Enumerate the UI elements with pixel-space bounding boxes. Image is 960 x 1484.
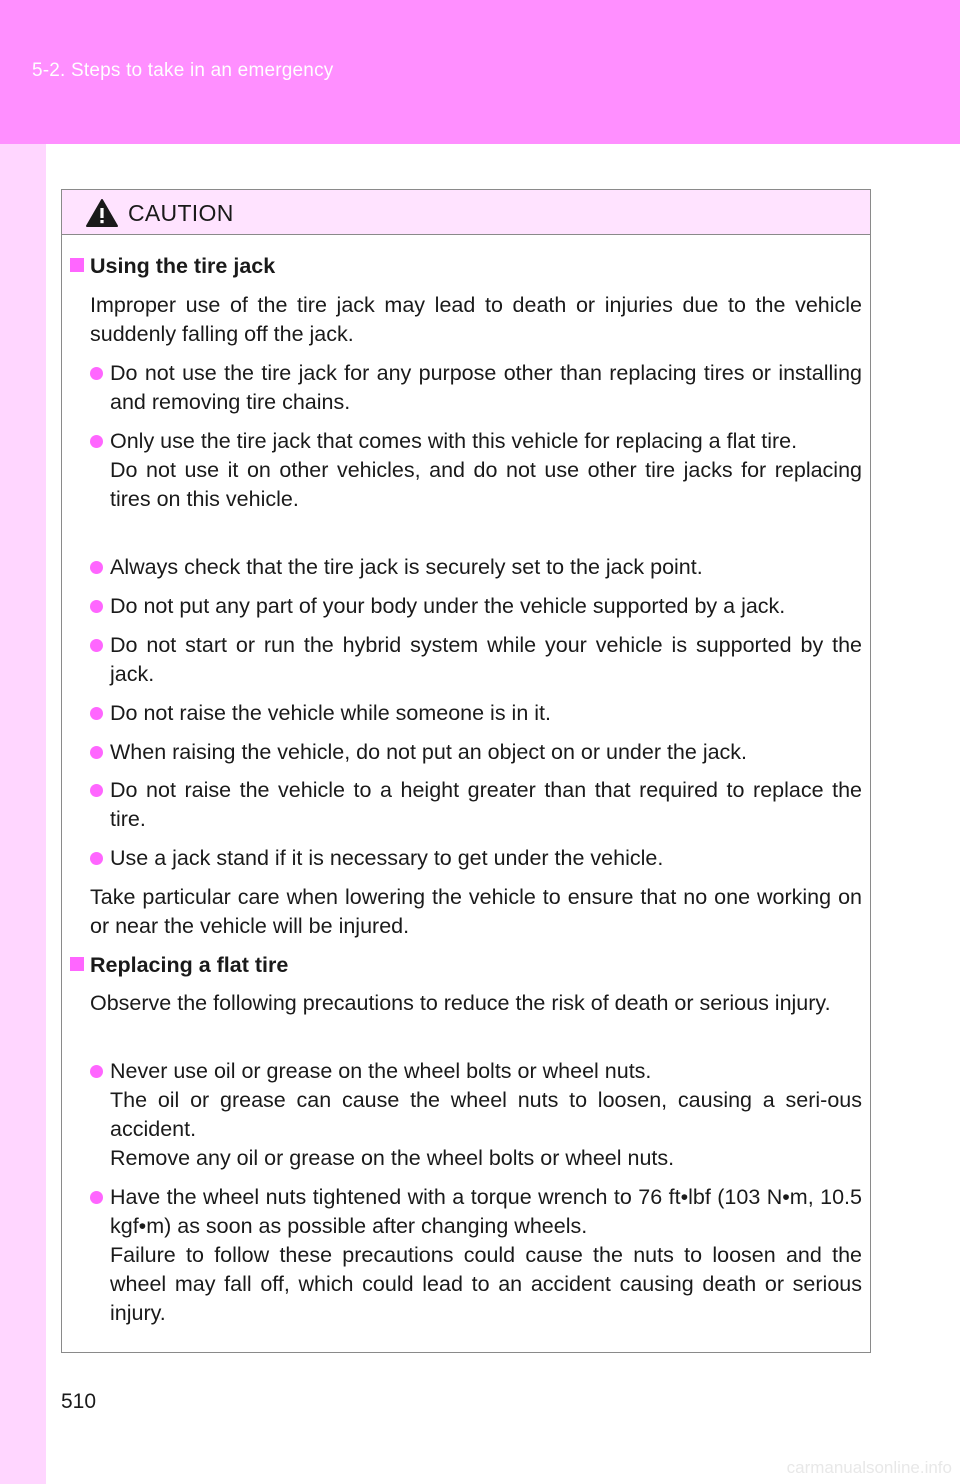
bullet-dot-icon	[90, 784, 103, 797]
bullet-dot-icon	[90, 707, 103, 720]
bullet-dot-icon	[90, 639, 103, 652]
bullet-item: Always check that the tire jack is securely set to the jack point.	[90, 553, 862, 582]
side-band	[0, 144, 46, 1484]
bullet-item: Do not put any part of your body under the vehicle supported by a jack.	[90, 592, 862, 621]
square-bullet-icon	[70, 258, 84, 272]
warning-icon	[85, 198, 119, 228]
bullet-dot-icon	[90, 746, 103, 759]
bullet-dot-icon	[90, 1191, 103, 1204]
bullet-dot-icon	[90, 600, 103, 613]
caution-header	[62, 190, 870, 235]
square-bullet-icon	[70, 957, 84, 971]
caution-title: CAUTION	[128, 200, 234, 226]
bullet-item: Have the wheel nuts tightened with a torque wrench to 76 ft•lbf (103 N•m, 10.5 kgf•m) as soon as possible after changing wheels. Failure to follow these precautions could cause the nuts to loosen and the wheel may fall off, which could lead to an accident causing death or serious injury.	[90, 1183, 862, 1328]
bullet-dot-icon	[90, 1065, 103, 1078]
bullet-dot-icon	[90, 852, 103, 865]
paragraph: Take particular care when lowering the vehicle to ensure that no one working on or near the vehicle will be injured.	[90, 885, 862, 938]
bullet-dot-icon	[90, 561, 103, 574]
bullet-item: Never use oil or grease on the wheel bolts or wheel nuts. The oil or grease can cause the wheel nuts to loosen, causing a seri-ous accident. Remove any oil or grease on the wheel bolts or wheel nuts.	[90, 1057, 862, 1173]
bullet-item: When raising the vehicle, do not put an object on or under the jack.	[90, 738, 862, 767]
caution-box	[61, 189, 871, 1353]
section-heading-flat-tire: Replacing a flat tire	[70, 951, 288, 980]
bullet-item: Do not use the tire jack for any purpose other than replacing tires or installing and removing tire chains.	[90, 359, 862, 417]
bullet-item: Use a jack stand if it is necessary to get under the vehicle.	[90, 844, 862, 873]
bullet-dot-icon	[90, 435, 103, 448]
section-heading-tire-jack: Using the tire jack	[70, 252, 275, 281]
bullet-item: Do not start or run the hybrid system while your vehicle is supported by the jack.	[90, 631, 862, 689]
bullet-item: Do not raise the vehicle to a height greater than that required to replace the tire.	[90, 776, 862, 834]
section-title: 5-2. Steps to take in an emergency	[32, 60, 334, 81]
paragraph: Observe the following precautions to reduce the risk of death or serious injury.	[90, 991, 831, 1015]
watermark: carmanualsonline.info	[786, 1458, 952, 1477]
bullet-item: Only use the tire jack that comes with this vehicle for replacing a flat tire. Do not use it on other vehicles, and do not use other tire jacks for replacing tires on this vehicle.	[90, 427, 862, 514]
paragraph: Improper use of the tire jack may lead to death or injuries due to the vehicle suddenly falling off the jack.	[90, 293, 862, 346]
bullet-item: Do not raise the vehicle while someone is in it.	[90, 699, 862, 728]
page-number: 510	[61, 1390, 97, 1413]
bullet-dot-icon	[90, 367, 103, 380]
